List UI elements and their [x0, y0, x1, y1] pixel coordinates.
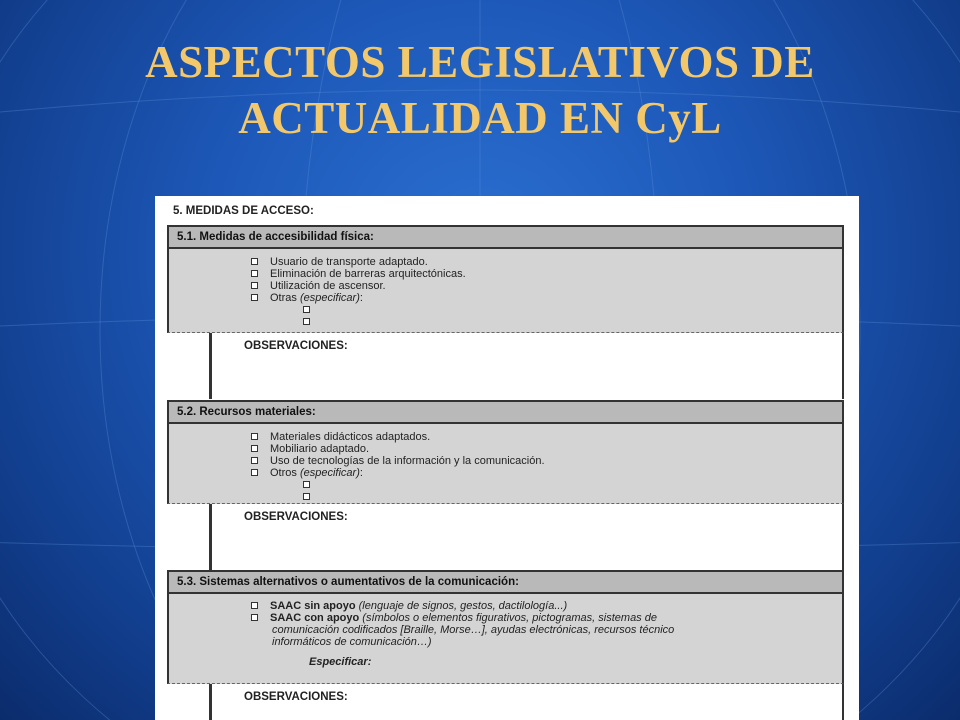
checkbox-icon[interactable]: [251, 602, 258, 609]
observations-margin-bar: [209, 684, 212, 720]
section-title: 5.2. Recursos materiales:: [167, 400, 844, 424]
section-communication-systems: [167, 570, 844, 720]
checkbox-item[interactable]: SAAC con apoyo (símbolos o elementos figurativos, pictogramas, sistemas de: [251, 612, 657, 624]
checkbox-icon[interactable]: [251, 445, 258, 452]
slide-title: [0, 34, 960, 146]
observations-box[interactable]: [167, 684, 844, 720]
observations-box[interactable]: [167, 333, 844, 399]
form-heading: 5. MEDIDAS DE ACCESO:: [173, 205, 314, 217]
checkbox-icon[interactable]: [303, 481, 310, 488]
observations-label: OBSERVACIONES:: [244, 511, 348, 523]
specify-label: Especificar:: [309, 656, 372, 668]
checkbox-item[interactable]: Utilización de ascensor.: [251, 280, 386, 292]
section-body: [167, 594, 844, 684]
observations-box[interactable]: [167, 504, 844, 570]
form-scan: [155, 196, 859, 720]
checkbox-item[interactable]: Uso de tecnologías de la información y la comunicación.: [251, 455, 545, 467]
observations-margin-bar: [209, 333, 212, 399]
checkbox-icon[interactable]: [251, 433, 258, 440]
checkbox-icon[interactable]: [303, 306, 310, 313]
checkbox-icon[interactable]: [303, 493, 310, 500]
section-material-resources: [167, 400, 844, 570]
checkbox-item-other[interactable]: Otras (especificar):: [251, 292, 363, 304]
checkbox-item-other[interactable]: Otros (especificar):: [251, 467, 363, 479]
item-continuation: informáticos de comunicación…): [272, 636, 432, 648]
section-title: 5.3. Sistemas alternativos o aumentativos de la comunicación:: [167, 570, 844, 594]
checkbox-icon[interactable]: [251, 457, 258, 464]
checkbox-icon[interactable]: [251, 469, 258, 476]
section-title: 5.1. Medidas de accesibilidad física:: [167, 225, 844, 249]
section-body: [167, 424, 844, 504]
observations-label: OBSERVACIONES:: [244, 691, 348, 703]
checkbox-item[interactable]: Eliminación de barreras arquitectónicas.: [251, 268, 466, 280]
observations-label: OBSERVACIONES:: [244, 340, 348, 352]
slide-title-line-1: ASPECTOS LEGISLATIVOS DE: [145, 37, 815, 87]
section-body: [167, 249, 844, 333]
observations-margin-bar: [209, 504, 212, 570]
checkbox-item[interactable]: Materiales didácticos adaptados.: [251, 431, 430, 443]
checkbox-icon[interactable]: [251, 258, 258, 265]
checkbox-icon[interactable]: [251, 294, 258, 301]
checkbox-item[interactable]: Usuario de transporte adaptado.: [251, 256, 428, 268]
item-continuation: comunicación codificados [Braille, Morse…], ayudas electrónicas, recursos técnico: [272, 624, 675, 636]
checkbox-item[interactable]: SAAC sin apoyo (lenguaje de signos, gestos, dactilología...): [251, 600, 567, 612]
slide-title-line-2: ACTUALIDAD EN CyL: [238, 93, 722, 143]
checkbox-icon[interactable]: [251, 282, 258, 289]
section-physical-accessibility: [167, 225, 844, 399]
checkbox-icon[interactable]: [251, 270, 258, 277]
checkbox-icon[interactable]: [251, 614, 258, 621]
checkbox-item[interactable]: Mobiliario adaptado.: [251, 443, 369, 455]
checkbox-icon[interactable]: [303, 318, 310, 325]
